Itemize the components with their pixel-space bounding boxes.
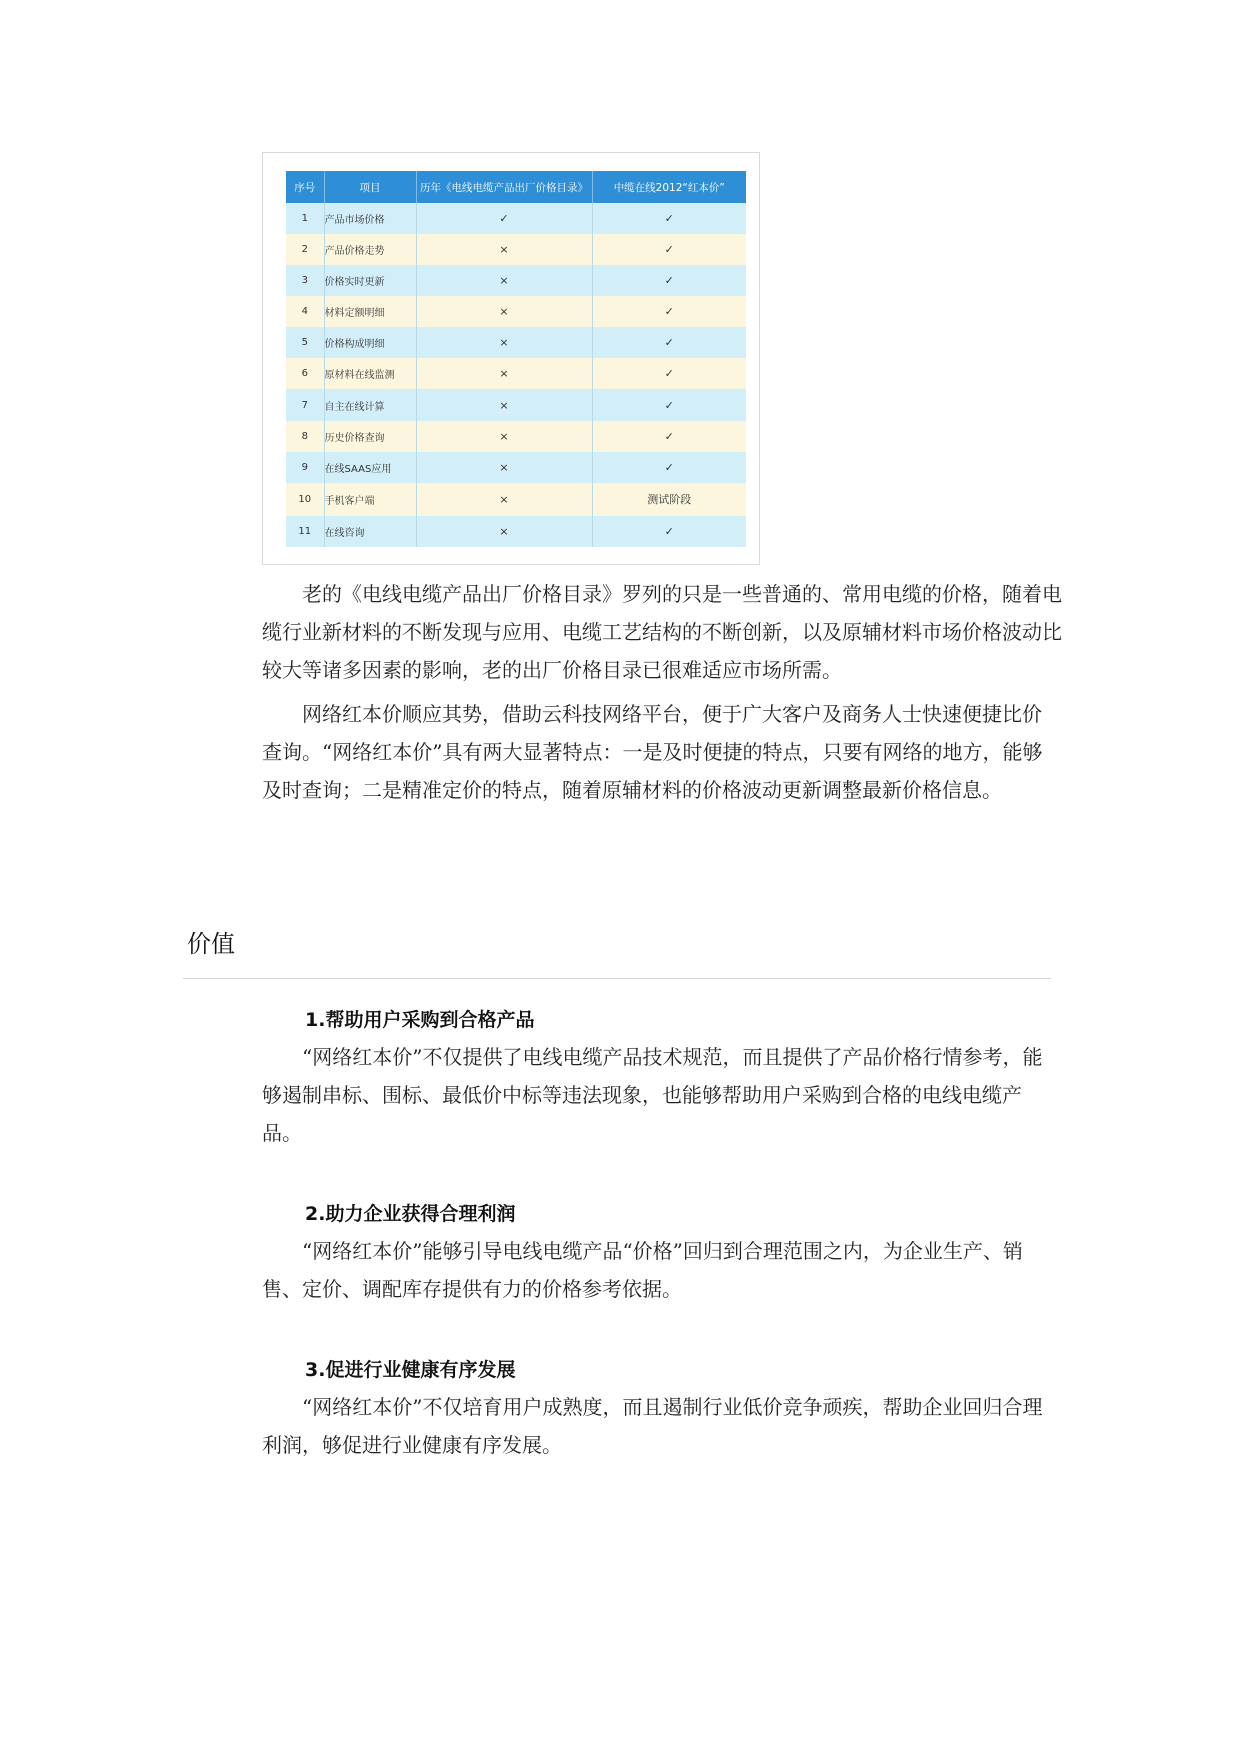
old-catalog-mark: × xyxy=(416,234,592,265)
row-number: 11 xyxy=(286,516,324,547)
value-1-title: 1.帮助用户采购到合格产品 xyxy=(305,1009,535,1031)
row-item: 在线咨询 xyxy=(324,516,416,547)
header-item: 项目 xyxy=(324,171,416,203)
comparison-table-image xyxy=(262,152,760,565)
old-catalog-mark: × xyxy=(416,358,592,389)
new-price-mark: ✓ xyxy=(592,389,746,420)
row-number: 5 xyxy=(286,327,324,358)
new-price-mark: ✓ xyxy=(592,516,746,547)
old-catalog-mark: × xyxy=(416,483,592,516)
row-item: 产品市场价格 xyxy=(324,203,416,234)
new-price-mark: ✓ xyxy=(592,296,746,327)
old-catalog-mark: × xyxy=(416,516,592,547)
table-row xyxy=(286,389,746,420)
header-old-catalog: 历年《电线电缆产品出厂价格目录》 xyxy=(416,171,592,203)
row-number: 10 xyxy=(286,483,324,516)
header-new-price: 中缆在线2012“红本价” xyxy=(592,171,746,203)
new-price-mark: ✓ xyxy=(592,203,746,234)
table-row xyxy=(286,358,746,389)
table-header-row xyxy=(286,171,746,203)
old-catalog-mark: × xyxy=(416,327,592,358)
row-item: 历史价格查询 xyxy=(324,421,416,452)
old-catalog-mark: × xyxy=(416,389,592,420)
comparison-table xyxy=(286,171,746,547)
new-price-mark: 测试阶段 xyxy=(592,483,746,516)
intro-paragraph-1: 老的《电线电缆产品出厂价格目录》罗列的只是一些普通的、常用电缆的价格，随着电缆行业新材料的不断发现与应用、电缆工艺结构的不断创新，以及原辅材料市场价格波动比较大等诸多因素的影响，老的出厂价格目录已很难适应市场所需。 xyxy=(262,582,1062,682)
section-divider xyxy=(183,978,1051,979)
value-3-title: 3.促进行业健康有序发展 xyxy=(305,1359,516,1381)
value-2-title: 2.助力企业获得合理利润 xyxy=(305,1203,516,1225)
row-item: 手机客户端 xyxy=(324,483,416,516)
table-row xyxy=(286,203,746,234)
table-row xyxy=(286,327,746,358)
intro-paragraph-2: 网络红本价顺应其势，借助云科技网络平台，便于广大客户及商务人士快速便捷比价查询。“网络红本价”具有两大显著特点：一是及时便捷的特点，只要有网络的地方，能够及时查询；二是精准定价的特点，随着原辅材料的价格波动更新调整最新价格信息。 xyxy=(262,702,1043,802)
row-number: 3 xyxy=(286,265,324,296)
row-item: 在线SAAS应用 xyxy=(324,452,416,483)
row-number: 9 xyxy=(286,452,324,483)
new-price-mark: ✓ xyxy=(592,265,746,296)
row-number: 6 xyxy=(286,358,324,389)
old-catalog-mark: × xyxy=(416,421,592,452)
table-row xyxy=(286,265,746,296)
row-item: 价格实时更新 xyxy=(324,265,416,296)
old-catalog-mark: ✓ xyxy=(416,203,592,234)
row-number: 2 xyxy=(286,234,324,265)
row-number: 4 xyxy=(286,296,324,327)
value-2-text: “网络红本价”能够引导电线电缆产品“价格”回归到合理范围之内，为企业生产、销售、定价、调配库存提供有力的价格参考依据。 xyxy=(262,1239,1023,1301)
row-item: 原材料在线监测 xyxy=(324,358,416,389)
table-row xyxy=(286,483,746,516)
old-catalog-mark: × xyxy=(416,296,592,327)
table-row xyxy=(286,452,746,483)
header-serial: 序号 xyxy=(286,171,324,203)
value-3-text: “网络红本价”不仅培育用户成熟度，而且遏制行业低价竞争顽疾，帮助企业回归合理利润，够促进行业健康有序发展。 xyxy=(262,1395,1043,1457)
old-catalog-mark: × xyxy=(416,265,592,296)
table-row xyxy=(286,516,746,547)
table-row xyxy=(286,421,746,452)
new-price-mark: ✓ xyxy=(592,452,746,483)
new-price-mark: ✓ xyxy=(592,327,746,358)
value-1-text: “网络红本价”不仅提供了电线电缆产品技术规范，而且提供了产品价格行情参考，能够遏制串标、围标、最低价中标等违法现象，也能够帮助用户采购到合格的电线电缆产品。 xyxy=(262,1045,1043,1145)
new-price-mark: ✓ xyxy=(592,421,746,452)
old-catalog-mark: × xyxy=(416,452,592,483)
new-price-mark: ✓ xyxy=(592,234,746,265)
new-price-mark: ✓ xyxy=(592,358,746,389)
row-item: 产品价格走势 xyxy=(324,234,416,265)
row-item: 自主在线计算 xyxy=(324,389,416,420)
row-item: 材料定额明细 xyxy=(324,296,416,327)
section-title: 价值 xyxy=(187,930,235,958)
row-number: 1 xyxy=(286,203,324,234)
table-row xyxy=(286,234,746,265)
table-row xyxy=(286,296,746,327)
row-number: 8 xyxy=(286,421,324,452)
row-item: 价格构成明细 xyxy=(324,327,416,358)
row-number: 7 xyxy=(286,389,324,420)
